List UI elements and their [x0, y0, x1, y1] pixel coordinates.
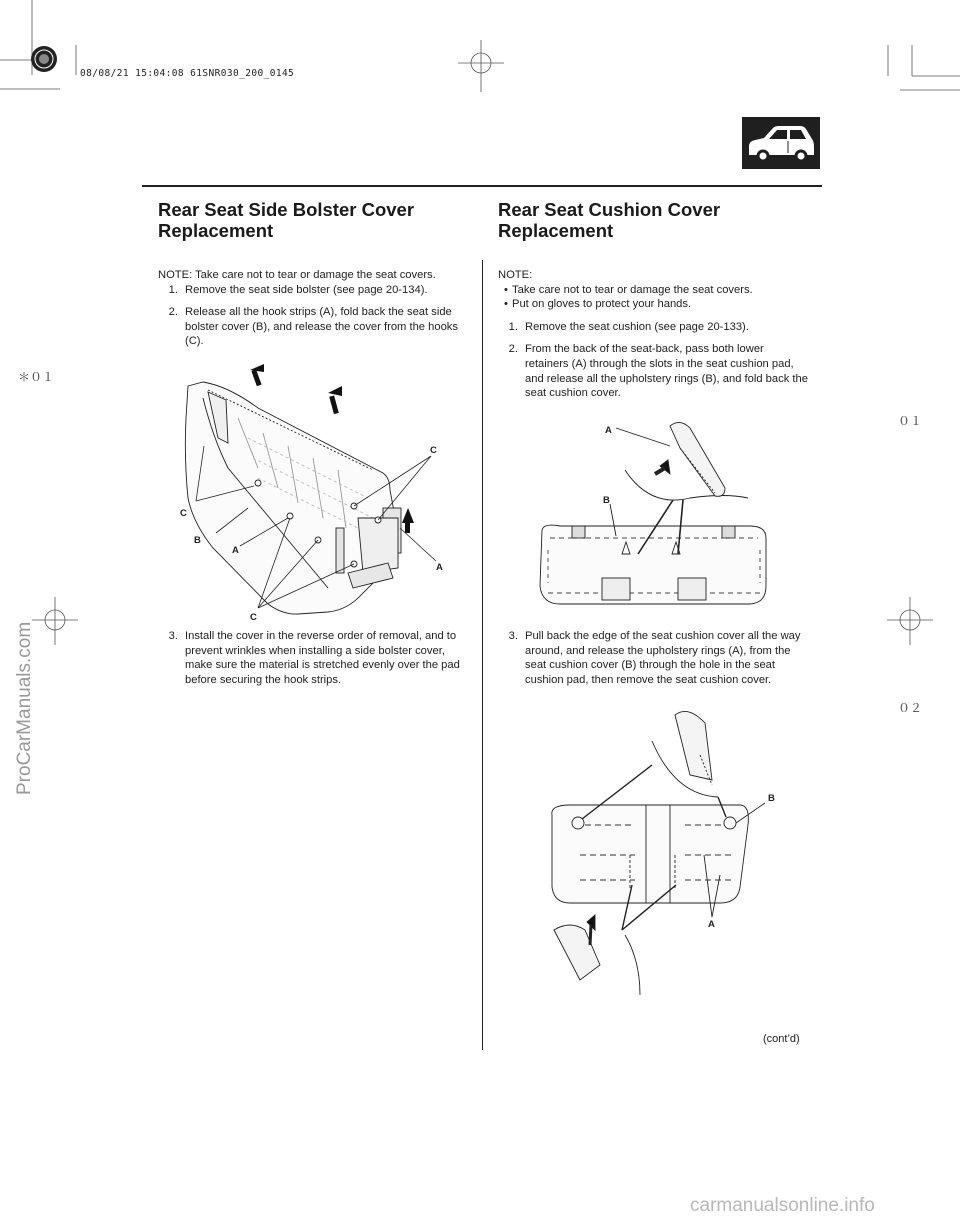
fig1-label-c-bottom: C [250, 612, 257, 623]
fig1-label-b: B [194, 535, 201, 546]
right-note-label: NOTE: [498, 269, 533, 281]
right-title-line2: Replacement [498, 220, 614, 241]
left-title-line2: Replacement [158, 220, 274, 241]
right-step-3-text: Pull back the edge of the seat cushion cover all the way around, and release the upholstery rings (A), from the seat cushion cover (B) through the hole in the seat cushion pad, then remove the seat cushion cover. [525, 630, 801, 686]
continued-note: (cont’d) [763, 1033, 800, 1045]
right-step-1-number: 1. [508, 320, 518, 333]
margin-mark-right-1: ０１ [898, 414, 923, 428]
fig1-label-a-right: A [436, 562, 443, 573]
margin-mark-left: ＊０１ [18, 370, 55, 384]
fig1-label-c-top: C [430, 445, 437, 456]
header-rule [142, 185, 822, 187]
fig2-label-b: B [603, 495, 610, 506]
left-instructions [158, 268, 473, 349]
left-step-3 [158, 629, 473, 687]
side-bolster-figure [168, 378, 458, 628]
right-step-1-text: Remove the seat cushion (see page 20-133). [525, 320, 749, 333]
fig1-label-a-left: A [232, 545, 239, 556]
left-step-2 [158, 305, 473, 349]
right-section-title [498, 199, 818, 241]
right-step-2-number: 2. [508, 343, 518, 356]
fig3-label-a: A [708, 919, 715, 930]
right-step-1 [498, 320, 810, 335]
left-step-2-text: Release all the hook strips (A), fold back the seat side bolster cover (B), and release the cover from the hooks (C). [185, 306, 458, 348]
left-title-line1: Rear Seat Side Bolster Cover [158, 199, 415, 220]
right-note-bullet-2: • Put on gloves to protect your hands. [498, 297, 810, 312]
right-step-3-number: 3. [508, 630, 518, 642]
left-step-3-number: 3. [168, 630, 178, 642]
left-step-1-number: 1. [168, 283, 178, 296]
right-step-2-text: From the back of the seat-back, pass both lower retainers (A) through the slots in the seat cushion pad, and release all the upholstery rings (B), and fold back the seat cushion cover. [525, 343, 808, 400]
left-step-3-text: Install the cover in the reverse order of removal, and to prevent wrinkles when installing a side bolster cover, make sure the material is stretched evenly over the pad before securing the hook strips. [185, 630, 460, 686]
cushion-retainer-figure [530, 418, 780, 618]
column-divider [482, 260, 483, 1050]
watermark-procarmanuals: ProCarManuals.com [14, 621, 35, 795]
print-stamp: 08/08/21 15:04:08 61SNR030_200_0145 [80, 68, 295, 79]
right-note-bullet-1: • Take care not to tear or damage the seat covers. [498, 283, 810, 298]
left-step-1-text: Remove the seat side bolster (see page 20-134). [185, 283, 428, 296]
right-step-2 [498, 342, 810, 400]
right-title-line1: Rear Seat Cushion Cover [498, 199, 721, 220]
crosshair-target-icon [30, 45, 60, 75]
margin-mark-right-2: ０２ [898, 701, 923, 715]
left-note: NOTE: Take care not to tear or damage the seat covers. [158, 269, 436, 281]
fig2-label-a: A [605, 425, 612, 436]
fig3-label-b: B [768, 793, 775, 804]
right-step-3 [498, 629, 810, 687]
left-step-2-number: 2. [168, 306, 178, 319]
fig1-label-c-left: C [180, 508, 187, 519]
car-body-icon [742, 117, 820, 169]
left-section-title [158, 199, 478, 241]
right-instructions [498, 268, 810, 401]
cushion-rings-figure [540, 705, 790, 1005]
left-step-1 [158, 283, 473, 298]
watermark-carmanualsonline: carmanualsonline.info [690, 1195, 875, 1216]
